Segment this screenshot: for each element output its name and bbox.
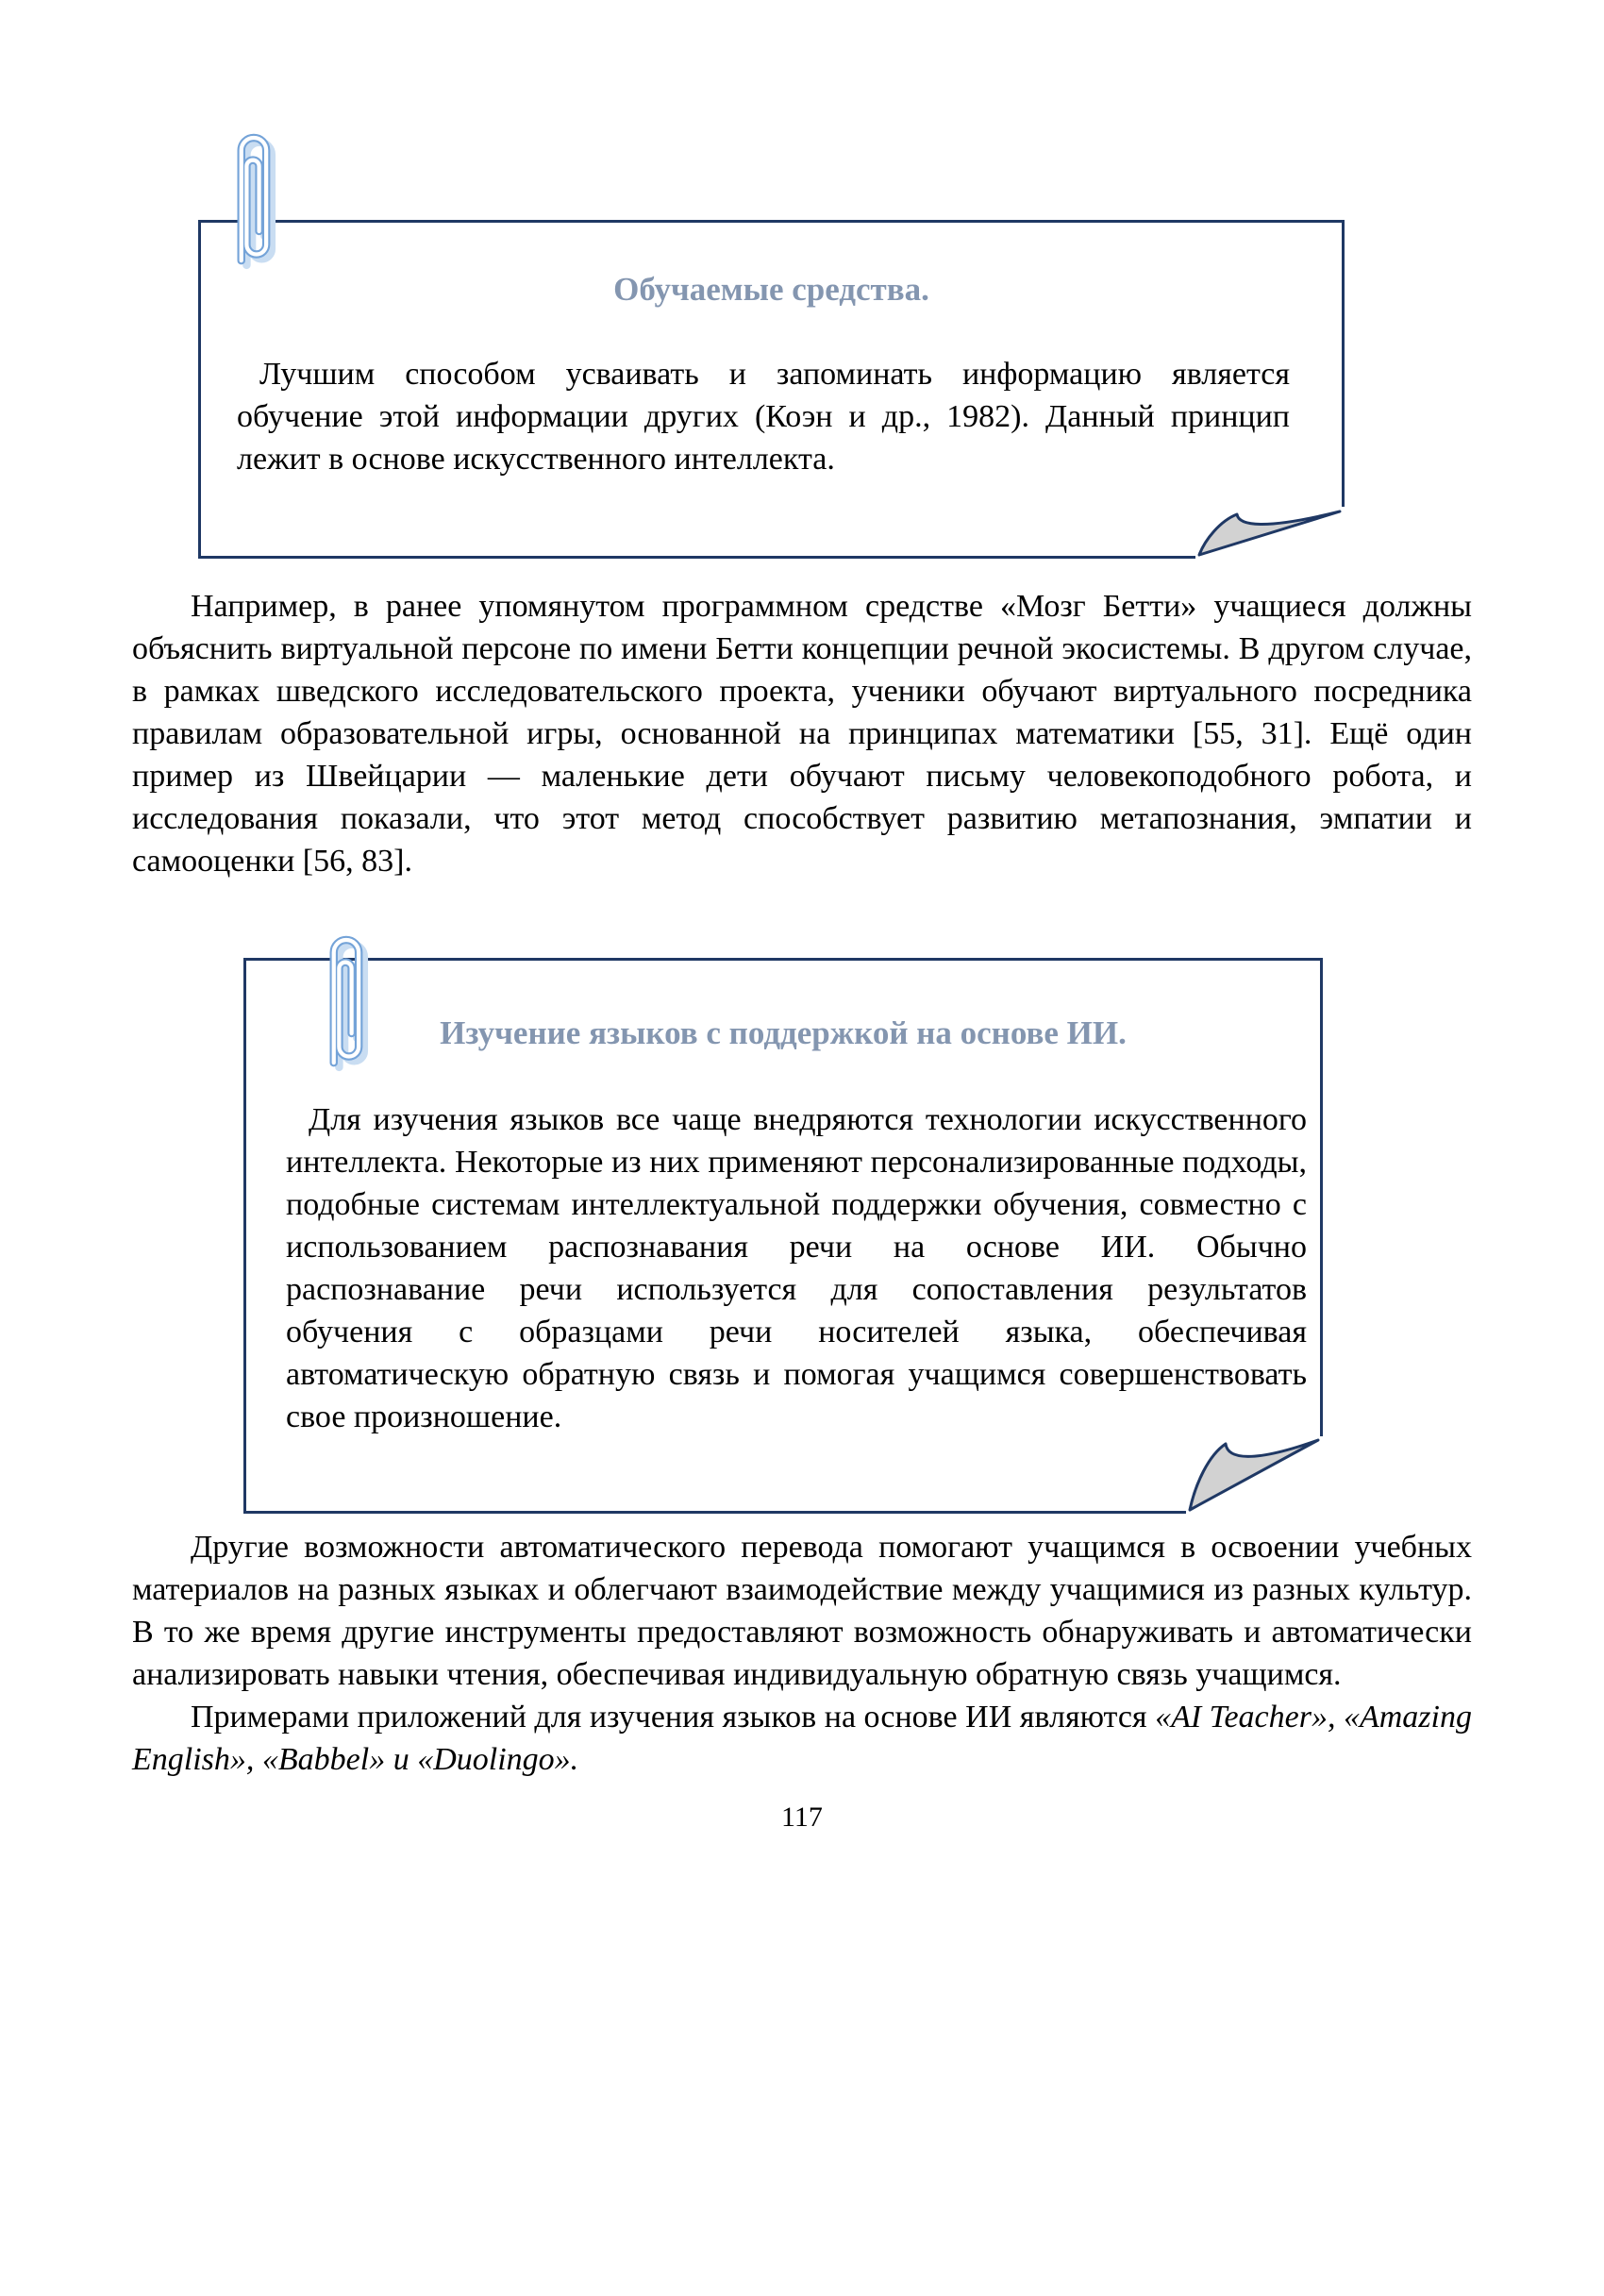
paragraph-app-examples-lead: Примерами приложений для изучения языков на основе ИИ являются (191, 1700, 1156, 1735)
paragraph-translation-tools: Другие возможности автоматического перевода помогают учащимся в освоении учебных материалов на разных языках и облегчают взаимодействие между учащимися из разных культур. В то же время другие инструменты предоставляют возможность обнаруживать и автоматически анализировать навыки чтения, обеспечивая индивидуальную обратную связь учащимся. (132, 1530, 1472, 1692)
page-curl-icon (1186, 1436, 1323, 1514)
paragraph-betty-brain: Например, в ранее упомянутом программном средстве «Мозг Бетти» учащиеся должны объяснить виртуальной персоне по имени Бетти концепции речной экосистемы. В другом случае, в рамках шведского исследовательского проекта, ученики обучают виртуального посредника правилам образовательной игры, основанной на принципах математики [55, 31]. Ещё один пример из Швейцарии — маленькие дети обучают письму человекоподобного робота, и исследования показали, что этот метод способствует развитию метапознания, эмпатии и самооценки [56, 83]. (132, 589, 1472, 879)
page-number: 117 (781, 1802, 823, 1833)
callout1-body: Лучшим способом усваивать и запоминать информацию является обучение этой информации других (Коэн и др., 1982). Данный принцип лежит в основе искусственного интеллекта. (237, 357, 1290, 477)
callout2-body: Для изучения языков все чаще внедряются технологии искусственного интеллекта. Некоторые из них применяют персонализированные подходы, подобные системам интеллектуальной поддержки обучения, совместно с использованием распознавания речи на основе ИИ. Обычно распознавание речи используется для сопоставления результатов обучения с образцами речи носителей языка, обеспечивая автоматическую обратную связь и помогая учащимся совершенствовать свое произношение. (286, 1102, 1307, 1434)
app-names-italic: «AI Teacher», «Amazing English», «Babbel» и «Duolingo». (132, 1700, 1472, 1777)
callout1-title: Обучаемые средства. (613, 271, 929, 308)
paragraph-app-examples (132, 1696, 1472, 1781)
paperclip-icon (222, 109, 284, 291)
document-page (0, 220, 1604, 1835)
page-curl-icon (1195, 507, 1345, 559)
callout-box-trainable-tools (198, 220, 1345, 559)
callout2-title: Изучение языков с поддержкой на основе ИИ. (440, 1014, 1127, 1051)
callout-box-ai-language-learning (243, 958, 1323, 1514)
